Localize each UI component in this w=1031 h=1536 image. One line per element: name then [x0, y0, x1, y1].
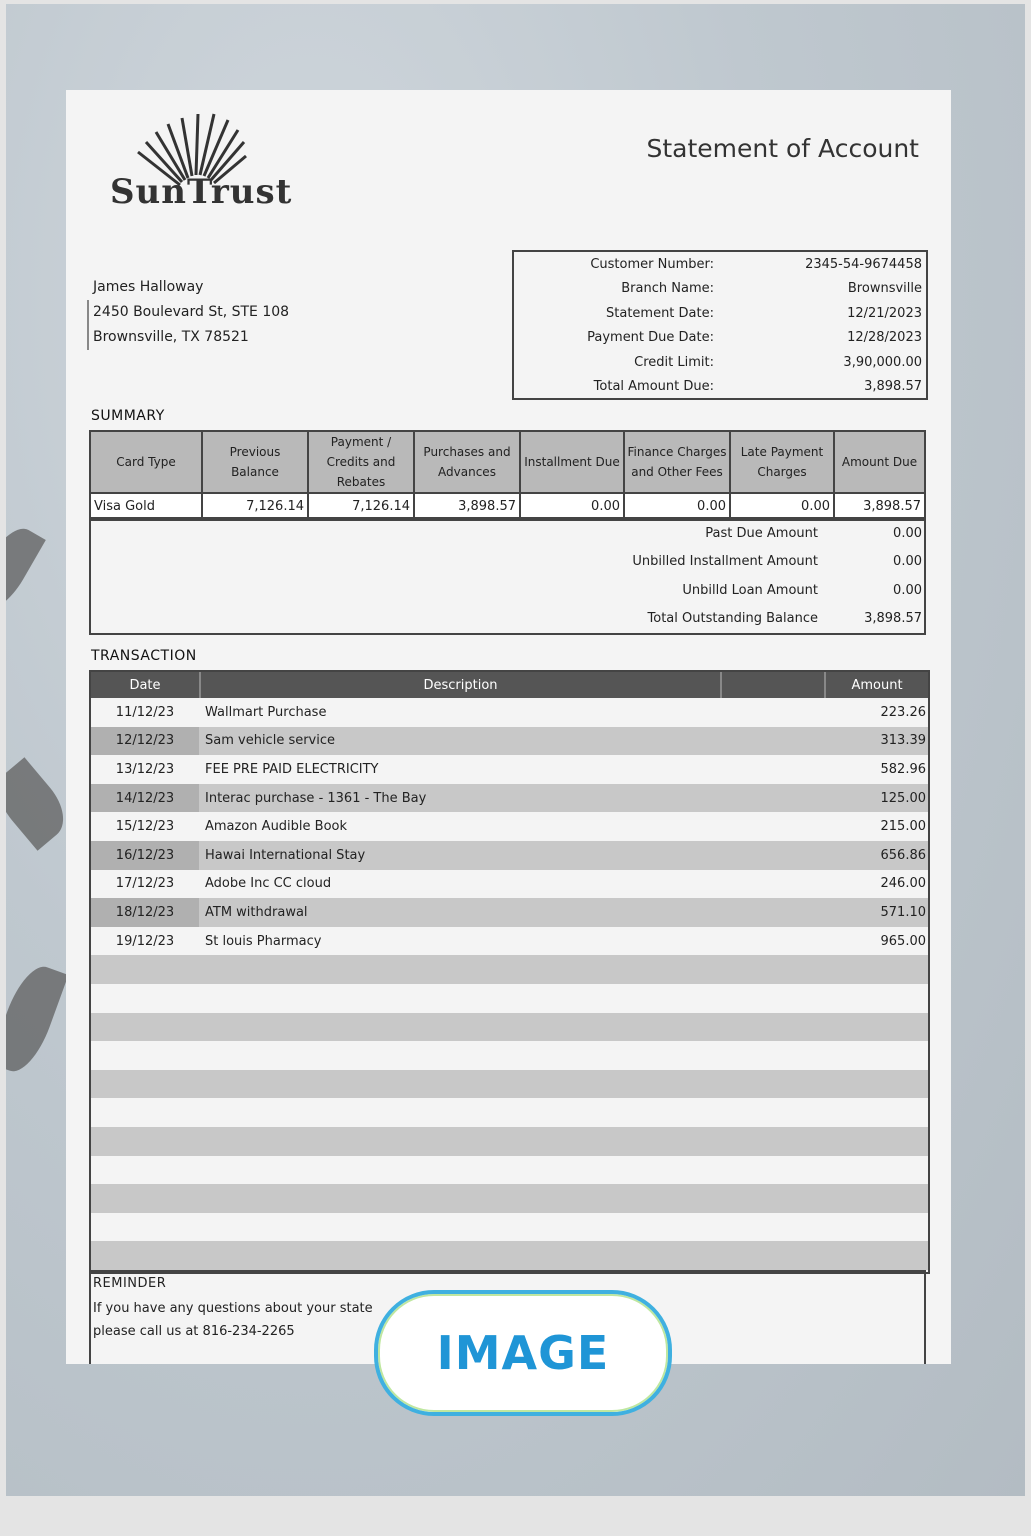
- tx-date: 18/12/23: [91, 898, 199, 927]
- info-value: 12/28/2023: [847, 330, 922, 346]
- tx-description: Amazon Audible Book: [205, 819, 348, 835]
- empty-row: [91, 1098, 928, 1127]
- summary-col-header: Amount Due: [834, 431, 925, 493]
- info-row: [514, 277, 926, 302]
- tx-date: 16/12/23: [91, 841, 199, 870]
- summary-col-header: Finance Charges and Other Fees: [624, 431, 730, 493]
- tx-amount: 215.00: [880, 819, 926, 835]
- leaf-decoration: [6, 520, 46, 618]
- amount-col-header: Amount: [851, 677, 903, 693]
- tx-date: 17/12/23: [115, 876, 175, 892]
- background-surface: [6, 4, 1025, 1496]
- summary-cell: 0.00: [730, 493, 834, 520]
- info-row: [514, 350, 926, 375]
- tx-amount: 582.96: [880, 761, 926, 777]
- empty-row: [91, 1070, 928, 1099]
- customer-address-block: [93, 275, 289, 350]
- transaction-row: [91, 870, 928, 899]
- summary-col-header: Card Type: [90, 431, 202, 493]
- tx-description: Adobe Inc CC cloud: [205, 876, 332, 892]
- image-badge: [374, 1290, 672, 1416]
- date-col-header: Date: [91, 672, 201, 698]
- statement-page: [66, 90, 951, 1364]
- tx-description: FEE PRE PAID ELECTRICITY: [205, 761, 379, 777]
- empty-row: [91, 1127, 928, 1156]
- customer-name: James Halloway: [93, 279, 204, 295]
- empty-row: [91, 1184, 928, 1213]
- transaction-row: [91, 927, 928, 956]
- total-row: [91, 519, 924, 548]
- summary-col-header: Previous Balance: [202, 431, 308, 493]
- empty-row: [91, 1013, 928, 1042]
- tx-description: Interac purchase - 1361 - The Bay: [205, 790, 427, 806]
- info-value: 2345-54-9674458: [805, 256, 922, 272]
- info-value: 12/21/2023: [847, 305, 922, 321]
- transaction-row: [91, 784, 928, 813]
- transaction-row: [91, 812, 928, 841]
- address-line-1: 2450 Boulevard St, STE 108: [87, 300, 289, 325]
- summary-heading: SUMMARY: [91, 408, 165, 424]
- transaction-row: [91, 755, 928, 784]
- summary-cell: Visa Gold: [90, 493, 202, 520]
- total-row: [91, 576, 924, 605]
- summary-col-header: Late Payment Charges: [730, 431, 834, 493]
- tx-date: 12/12/23: [91, 727, 199, 756]
- info-value: 3,90,000.00: [843, 354, 922, 370]
- tx-date: 13/12/23: [115, 761, 175, 777]
- description-col-header: Description: [201, 672, 722, 698]
- tx-description: St louis Pharmacy: [205, 933, 322, 949]
- reminder-line: please call us at 816-234-2265: [93, 1324, 295, 1339]
- summary-cell: 7,126.14: [308, 493, 414, 520]
- summary-table: [89, 430, 926, 521]
- transaction-row: [91, 727, 928, 756]
- brand-name: SunTrust: [110, 172, 293, 212]
- tx-date: 19/12/23: [115, 933, 175, 949]
- tx-description: ATM withdrawal: [205, 904, 308, 920]
- tx-date: 11/12/23: [115, 704, 175, 720]
- transaction-row: [91, 841, 928, 870]
- transaction-heading: TRANSACTION: [91, 648, 197, 664]
- tx-amount: 656.86: [880, 847, 926, 863]
- transaction-table: [89, 670, 930, 1274]
- spacer-col-header: [722, 672, 826, 698]
- summary-cell: 0.00: [520, 493, 624, 520]
- page-title: Statement of Account: [646, 134, 919, 163]
- summary-col-header: Payment / Credits and Rebates: [308, 431, 414, 493]
- total-value: 3,898.57: [864, 611, 922, 627]
- info-label: Customer Number:: [590, 256, 714, 272]
- empty-row: [91, 955, 928, 984]
- transaction-header-row: [91, 672, 928, 698]
- total-value: 0.00: [893, 525, 922, 541]
- info-row: [514, 375, 926, 400]
- tx-amount: 125.00: [880, 790, 926, 806]
- tx-amount: 223.26: [880, 704, 926, 720]
- empty-row: [91, 1241, 928, 1270]
- transaction-row: [91, 898, 928, 927]
- total-row: [91, 548, 924, 577]
- info-label: Payment Due Date:: [587, 330, 714, 346]
- address-line-2: Brownsville, TX 78521: [87, 325, 289, 350]
- total-value: 0.00: [893, 554, 922, 570]
- total-label: Past Due Amount: [705, 525, 818, 541]
- empty-row: [91, 1213, 928, 1242]
- info-label: Statement Date:: [606, 305, 714, 321]
- leaf-decoration: [6, 960, 68, 1079]
- image-badge-label: IMAGE: [436, 1326, 610, 1380]
- tx-amount: 246.00: [880, 876, 926, 892]
- tx-amount: 571.10: [880, 904, 926, 920]
- info-row: [514, 326, 926, 351]
- tx-description: Wallmart Purchase: [205, 704, 327, 720]
- info-value: 3,898.57: [864, 379, 922, 395]
- tx-date: 15/12/23: [115, 819, 175, 835]
- transaction-row: [91, 698, 928, 727]
- info-label: Branch Name:: [621, 281, 714, 297]
- summary-cell: 7,126.14: [202, 493, 308, 520]
- tx-date: 14/12/23: [91, 784, 199, 813]
- summary-cell: 3,898.57: [414, 493, 520, 520]
- info-value: Brownsville: [847, 281, 922, 297]
- total-row: [91, 605, 924, 634]
- total-label: Unbilled Installment Amount: [632, 554, 818, 570]
- tx-description: Hawai International Stay: [205, 847, 366, 863]
- total-label: Total Outstanding Balance: [647, 611, 818, 627]
- summary-col-header: Purchases and Advances: [414, 431, 520, 493]
- total-label: Unbilld Loan Amount: [682, 582, 818, 598]
- empty-row: [91, 984, 928, 1013]
- info-label: Total Amount Due:: [593, 379, 714, 395]
- empty-row: [91, 1156, 928, 1185]
- summary-cell: 0.00: [624, 493, 730, 520]
- empty-row: [91, 1041, 928, 1070]
- total-value: 0.00: [893, 582, 922, 598]
- reminder-line: If you have any questions about your state: [93, 1301, 373, 1316]
- account-info-box: [512, 250, 928, 400]
- reminder-heading: REMINDER: [93, 1276, 167, 1291]
- summary-col-header: Installment Due: [520, 431, 624, 493]
- tx-amount: 313.39: [880, 733, 926, 749]
- tx-description: Sam vehicle service: [205, 733, 336, 749]
- tx-amount: 965.00: [880, 933, 926, 949]
- info-label: Credit Limit:: [634, 354, 714, 370]
- info-row: [514, 252, 926, 277]
- summary-cell: 3,898.57: [834, 493, 925, 520]
- summary-totals: [89, 517, 926, 635]
- info-row: [514, 301, 926, 326]
